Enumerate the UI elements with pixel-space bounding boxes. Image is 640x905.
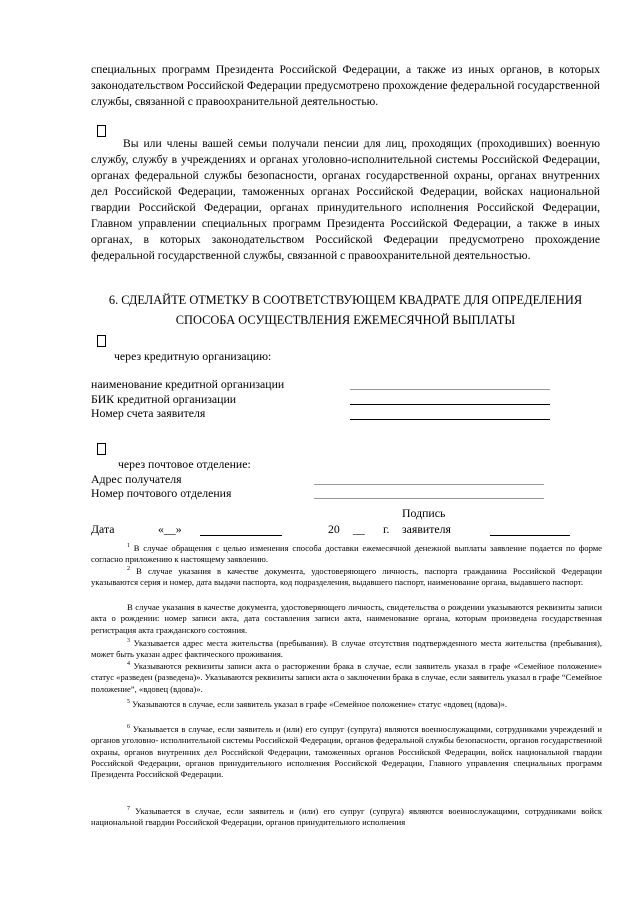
credit-org-name-field[interactable]: [350, 389, 550, 390]
footnote-7: [91, 806, 602, 829]
footnote-5-number: 5: [127, 699, 130, 706]
footnote-7-text: Указывается в случае, если заявитель и (или) его супруг (супруга) являются военнослужащими, сотрудниками войск национальной гвардии Российской Федерации, органов принудительного исполнения: [91, 806, 602, 828]
footnote-1-number: 1: [127, 543, 130, 550]
credit-org-name-label: наименование кредитной организации: [91, 377, 285, 391]
footnote-2: [91, 566, 602, 589]
footnote-4-number: 4: [127, 661, 130, 668]
bik-label: БИК кредитной организации: [91, 392, 237, 406]
pension-paragraph: Вы или члены вашей семьи получали пенсии для лиц, проходящих (проходивших) военную службу, службу в учреждениях и органах уголовно-исполнительной системы Российской Федерации, органах федеральной службы безопасности, органах государственной охраны, органах внутренних дел Российской Федерации, таможенных органах Российской Федерации, войсках национальной гвардии Российской Федерации, органах принудительного исполнения Российской Федерации, Главном управлении специальных программ Президента Российской Федерации, а также в иных органах, в которых законодательством Российской Федерации предусмотрено прохождение федеральной государственной службы, связанной с правоохранительной деятельностью.: [91, 137, 600, 262]
footnote-3-number: 3: [127, 638, 130, 645]
recipient-address-label: Адрес получателя: [91, 472, 182, 486]
footnote-7-number: 7: [127, 806, 130, 813]
section-6-heading-line1: 6. СДЕЛАЙТЕ ОТМЕТКУ В СООТВЕТСТВУЮЩЕМ КВАДРАТЕ ДЛЯ ОПРЕДЕЛЕНИЯ: [108, 293, 583, 307]
footnote-5: [91, 699, 602, 710]
signature-label: Подпись: [402, 506, 446, 520]
footnote-3: [91, 638, 602, 661]
post-office-checkbox[interactable]: [97, 443, 106, 455]
post-office-number-label: Номер почтового отделения: [91, 486, 232, 500]
post-office-label: через почтовое отделение:: [118, 457, 251, 471]
footnote-6-text: Указывается в случае, если заявитель и (или) его супруг (супруга) являются военнослужащими, сотрудниками учреждений и органов уголовно- исполнительной системы Российской Федерации, органов федеральной службы безопасности, органов государственной охраны, органов внутренних дел Российской Федерации, таможенных органов Российской Федерации, войск национальной гвардии Российской Федерации, органов принудительного исполнения Российской Федерации, Главного управления специальных программ Президента Российской Федерации.: [91, 724, 602, 780]
credit-org-checkbox[interactable]: [97, 335, 106, 347]
applicant-label: заявителя: [402, 522, 451, 536]
post-office-number-field[interactable]: [314, 498, 544, 499]
year-suffix: г.: [383, 522, 390, 536]
account-number-field[interactable]: [350, 419, 550, 420]
footnote-2-number: 2: [127, 566, 130, 573]
footnote-4: [91, 661, 602, 695]
footnote-2-text: В случае указания в качестве документа, удостоверяющего личность, паспорта гражданина Российской Федерации указываются серия и номер, дата выдачи паспорта, код подразделения, выдавшего паспорт, наименование органа, выдавшего паспорт.: [91, 566, 602, 588]
credit-org-label: через кредитную организацию:: [114, 349, 272, 363]
account-number-label: Номер счета заявителя: [91, 406, 206, 420]
date-month-field[interactable]: [200, 535, 282, 536]
signature-field[interactable]: [490, 535, 570, 536]
recipient-address-field[interactable]: [314, 484, 544, 485]
footnote-6-number: 6: [127, 724, 130, 731]
footnote-1-text: В случае обращения с целью изменения способа доставки ежемесячной денежной выплаты заявление подается по форме согласно приложению к настоящему заявлению.: [91, 543, 602, 565]
date-label: Дата: [91, 522, 115, 536]
footnote-5-text: Указываются в случае, если заявитель указал в графе «Семейное положение» статус «вдовец (вдова)».: [132, 699, 508, 709]
footnote-1: [91, 543, 602, 566]
paragraph-top-continuation: специальных программ Президента Российской Федерации, а также из иных органов, в которых законодательством Российской Федерации предусмотрено прохождение федеральной государственной службы, связанной с правоохранительной деятельностью.: [91, 63, 600, 108]
footnote-4-text: Указываются реквизиты записи акта о расторжении брака в случае, если заявитель указал в графе «Семейное положение» статус «разведен (разведена)». Указываются реквизиты записи акта о заключении брака в случае, если заявитель указал в графе “Семейное положение”, «вдовец (вдова)».: [91, 661, 602, 694]
footnote-2b-text: В случае указания в качестве документа, удостоверяющего личность, свидетельства о рождении указываются реквизиты записи акта о рождении: номер записи акта, дата составления записи акта, наименование органа, которым произведена государственная регистрация акта гражданского состояния.: [91, 602, 602, 635]
section-6-heading-line2: СПОСОБА ОСУЩЕСТВЛЕНИЯ ЕЖЕМЕСЯЧНОЙ ВЫПЛАТЫ: [175, 313, 516, 327]
bik-field[interactable]: [350, 404, 550, 405]
footnote-3-text: Указывается адрес места жительства (пребывания). В случае отсутствия подтвержденного места жительства (пребывания), может быть указан адрес фактического проживания.: [91, 638, 602, 660]
footnote-6: [91, 724, 602, 780]
date-day-field[interactable]: «__»: [158, 522, 182, 536]
footnote-2-continuation: [91, 602, 602, 636]
year-prefix: 20: [328, 522, 340, 536]
year-field[interactable]: __: [353, 522, 365, 536]
